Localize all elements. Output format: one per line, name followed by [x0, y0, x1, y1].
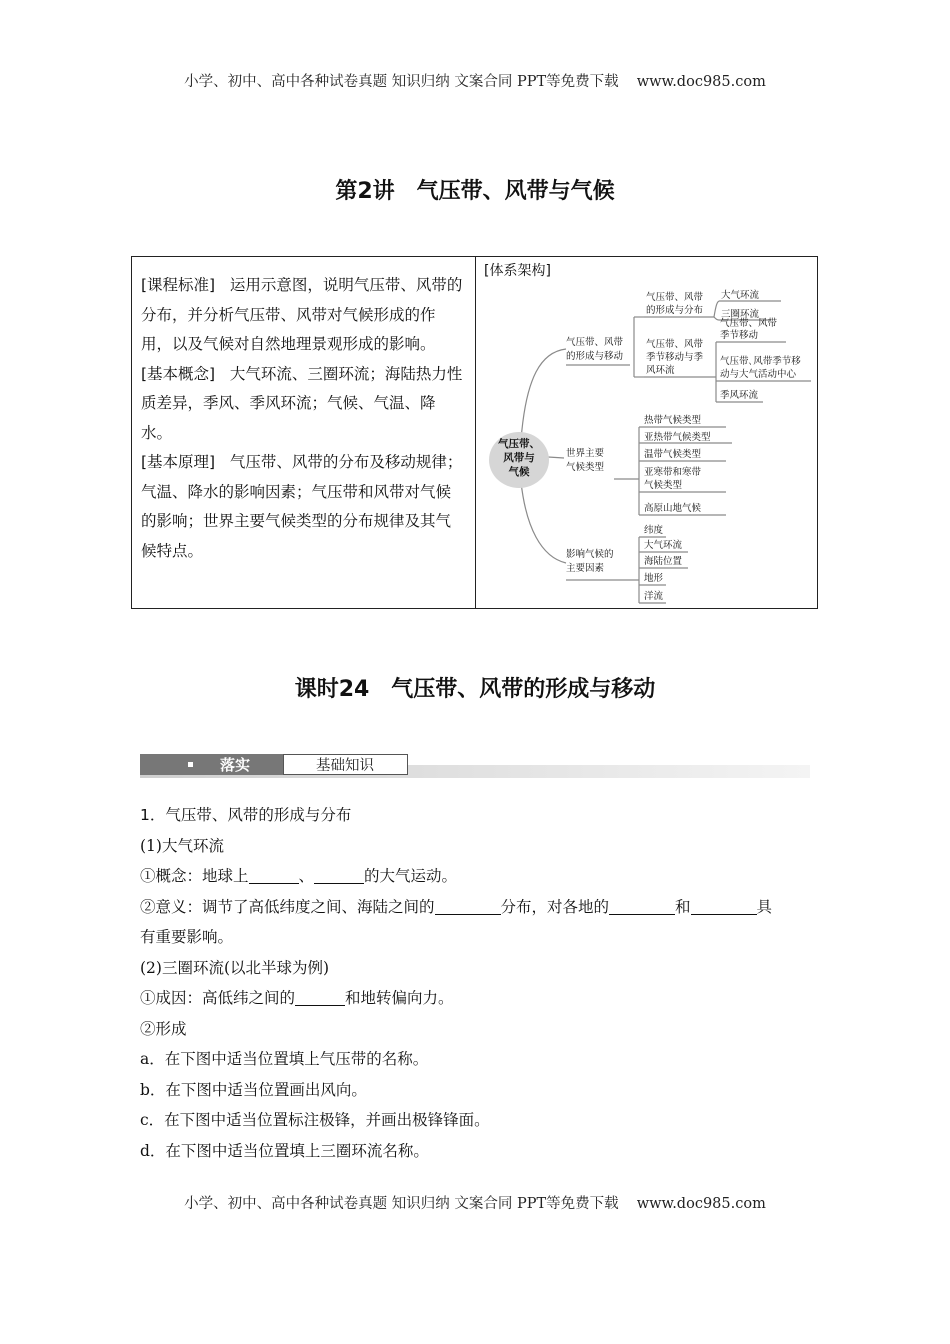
basic-concepts [141, 360, 463, 449]
meaning-text-d: 具 [756, 897, 773, 916]
section-1-heading: 1．气压带、风带的形成与分布 [140, 806, 352, 824]
b2-leaf2: 亚热带气候类型 [644, 432, 711, 443]
b1-sub2-line-3: 风环流 [646, 365, 675, 376]
b2-leaf5: 高原山地气候 [644, 503, 702, 514]
b1-sub2-line-2: 季节移动与季 [646, 352, 704, 363]
task-item-a: a．在下图中适当位置填上气压带的名称。 [140, 1050, 429, 1068]
b1-sub1-leaf1: 大气环流 [721, 290, 760, 301]
principles-label: [基本原理] [141, 453, 216, 471]
formation-line: ②形成 [140, 1019, 187, 1038]
main-content [140, 800, 812, 1166]
b1-sub1-line-2: 的形成与分布 [646, 305, 704, 316]
b1-sub2-leaf1-line-1: 气压带、风带 [720, 318, 778, 329]
task-item-d: d．在下图中适当位置填上三圈环流名称。 [140, 1141, 429, 1160]
curriculum-standard [141, 271, 463, 360]
b2-leaf3: 温带气候类型 [644, 449, 702, 460]
root-line-1: 气压带、 [498, 438, 540, 450]
concepts-text: 大气环流、三圈环流；海陆热力性质差异，季风、季风环流；气候、气温、降水。 [141, 364, 463, 442]
task-item-c: c．在下图中适当位置标注极锋，并画出极锋锋面。 [140, 1111, 490, 1129]
banner-left-label: 落实 [220, 756, 251, 774]
meaning-text-b: 分布，对各地的 [500, 897, 610, 916]
basic-principles [141, 448, 463, 566]
root-line-3: 气候 [508, 466, 530, 478]
branch3-line-2: 主要因素 [566, 563, 605, 574]
meaning-text-c: 和 [675, 897, 691, 916]
banner-dark-block [140, 754, 283, 775]
b3-leaf2: 大气环流 [644, 540, 683, 551]
cause-text-b: 和地转偏向力。 [345, 989, 454, 1007]
b1-sub1-line-1: 气压带、风带 [646, 292, 704, 303]
b2-leaf1: 热带气候类型 [644, 415, 702, 426]
summary-box [131, 256, 818, 609]
branch3-line-1: 影响气候的 [566, 549, 614, 560]
lecture-title: 第2讲 气压带、风带与气候 [335, 179, 615, 204]
concept-text-a: ①概念：地球上 [140, 867, 249, 885]
fill-blank-4[interactable] [609, 898, 675, 915]
meaning-line [140, 892, 812, 923]
fill-blank-1[interactable] [249, 867, 299, 884]
cause-line [140, 983, 812, 1014]
b1-sub2-leaf2-line-1: 气压带､风带季节移 [720, 356, 801, 367]
section-banner [140, 751, 810, 781]
fill-blank-3[interactable] [435, 898, 501, 915]
meaning-text-a: ②意义：调节了高低纬度之间、海陆之间的 [140, 897, 435, 916]
b3-leaf4: 地形 [644, 573, 664, 584]
b2-leaf4-line-1: 亚寒带和寒带 [644, 467, 702, 478]
concept-text-c: 的大气运动。 [364, 867, 458, 885]
concept-line [140, 861, 812, 892]
b1-sub2-leaf2-line-2: 动与大气活动中心 [720, 369, 797, 380]
task-item-b: b．在下图中适当位置画出风向。 [140, 1080, 367, 1099]
branch1-line-2: 的形成与移动 [566, 351, 624, 362]
page-footer [0, 1192, 950, 1213]
concepts-label: [基本概念] [141, 364, 216, 383]
mindmap-diagram [476, 257, 818, 608]
meaning-line-continued: 有重要影响。 [140, 928, 234, 946]
subsection-2-heading: (2)三圈环流(以北半球为例) [140, 958, 330, 977]
b3-leaf1: 纬度 [644, 525, 664, 536]
b3-leaf5: 洋流 [644, 591, 664, 602]
b1-sub2-leaf1-line-2: 季节移动 [720, 330, 759, 341]
b1-sub2-line-1: 气压带、风带 [646, 339, 704, 350]
branch2-line-2: 气候类型 [566, 462, 605, 473]
header-text: 小学、初中、高中各种试卷真题 知识归纳 文案合同 PPT等免费下载 [184, 74, 619, 90]
cause-text-a: ①成因：高低纬之间的 [140, 989, 296, 1007]
concept-text-b: 、 [298, 867, 315, 885]
subsection-1-heading: (1)大气环流 [140, 836, 224, 855]
b1-sub2-leaf3: 季风环流 [720, 390, 759, 401]
page-header [0, 70, 950, 91]
summary-right-column [476, 257, 818, 608]
header-url[interactable]: www.doc985.com [636, 74, 766, 90]
footer-text: 小学、初中、高中各种试卷真题 知识归纳 文案合同 PPT等免费下载 [184, 1196, 619, 1212]
banner-right-label: 基础知识 [316, 758, 374, 774]
branch1-line-1: 气压带、风带 [566, 337, 624, 348]
banner-bullet-icon [188, 762, 193, 767]
principles-text: 气压带、风带的分布及移动规律；气温、降水的影响因素；气压带和风带对气候的影响；世界主要气候类型的分布规律及其气候特点。 [141, 453, 463, 560]
lesson-title: 课时24 气压带、风带的形成与移动 [294, 677, 656, 702]
fill-blank-6[interactable] [295, 989, 345, 1006]
root-line-2: 风带与 [503, 452, 535, 464]
b1-sub1-leaf2: 三圈环流 [721, 309, 760, 320]
footer-url[interactable]: www.doc985.com [636, 1196, 766, 1212]
fill-blank-5[interactable] [691, 898, 757, 915]
b3-leaf3: 海陆位置 [644, 556, 683, 567]
curriculum-label: [课程标准] [141, 276, 216, 294]
branch2-line-1: 世界主要 [566, 448, 605, 459]
b2-leaf4-line-2: 气候类型 [644, 480, 683, 491]
fill-blank-2[interactable] [314, 867, 364, 884]
framework-label: [体系架构] [484, 263, 551, 279]
curriculum-text: 运用示意图，说明气压带、风带的分布，并分析气压带、风带对气候形成的作用，以及气候对自然地理景观形成的影响。 [141, 276, 463, 353]
summary-left-column [141, 271, 463, 566]
